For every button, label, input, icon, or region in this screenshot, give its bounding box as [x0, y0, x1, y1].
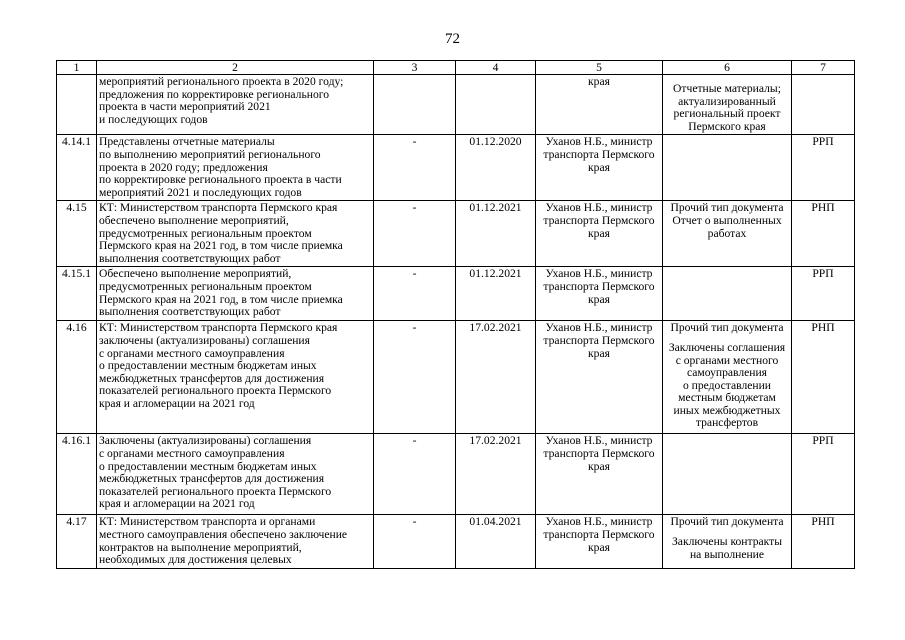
description-line: мероприятий 2021 и последующих годов	[99, 185, 302, 199]
document-line: на выполнение	[689, 547, 765, 561]
description-line: КТ: Министерством транспорта Пермского края	[99, 321, 338, 335]
responsible-line: Уханов Н.Б., министр	[545, 135, 653, 149]
responsible-line: Уханов Н.Б., министр	[545, 201, 653, 215]
cell-col3: -	[374, 434, 456, 515]
description-line: необходимых для достижения целевых	[99, 553, 292, 567]
cell-col3: -	[374, 135, 456, 201]
cell-responsible	[536, 321, 663, 434]
cell-number: 4.16.1	[57, 434, 97, 515]
table-row	[57, 434, 855, 515]
document-line: Отчетные материалы;	[673, 82, 781, 95]
cell-document	[663, 515, 792, 568]
document-line: Пермского края	[688, 119, 766, 133]
description-line: предусмотренных региональным проектом	[99, 226, 312, 240]
cell-number: 4.14.1	[57, 135, 97, 201]
cell-type: РРП	[792, 434, 855, 515]
header-cell: 1	[57, 61, 97, 75]
description-line: о предоставлении местным бюджетам иных	[99, 459, 317, 473]
responsible-line: Уханов Н.Б., министр	[545, 434, 653, 448]
document-line: местным бюджетам	[678, 391, 776, 405]
responsible-line: края	[588, 292, 610, 306]
description-line: заключены (актуализированы) соглашения	[99, 333, 310, 347]
cell-responsible	[536, 75, 663, 135]
responsible-line: транспорта Пермского	[543, 147, 655, 161]
header-cell: 5	[536, 61, 663, 75]
cell-number: 4.16	[57, 321, 97, 434]
description-line: Заключены (актуализированы) соглашения	[99, 434, 312, 448]
description-line: выполнения соответствующих работ	[99, 251, 281, 265]
responsible-line: края	[588, 75, 610, 88]
document-line: иных межбюджетных	[673, 403, 781, 417]
header-cell: 6	[663, 61, 792, 75]
cell-document	[663, 267, 792, 321]
header-row	[57, 61, 855, 75]
cell-description	[97, 135, 374, 201]
responsible-line: Уханов Н.Б., министр	[545, 267, 653, 281]
description-line: межбюджетных трансфертов для достижения	[99, 472, 325, 486]
description-line: КТ: Министерством транспорта Пермского края	[99, 201, 338, 215]
cell-description	[97, 515, 374, 568]
cell-date	[456, 75, 536, 135]
responsible-line: края	[588, 346, 610, 360]
cell-date: 01.04.2021	[456, 515, 536, 568]
table-row	[57, 201, 855, 267]
description-line: показателей регионального проекта Пермского	[99, 484, 332, 498]
document-type-line: Прочий тип документа	[670, 321, 784, 335]
document-line: о предоставлении	[682, 378, 772, 392]
description-line: Пермского края на 2021 год, в том числе приемка	[99, 292, 343, 306]
responsible-line: транспорта Пермского	[543, 527, 655, 541]
document-line: Заключены соглашения	[668, 340, 786, 354]
header-cell: 2	[97, 61, 374, 75]
description-line: с органами местного самоуправления	[99, 446, 285, 460]
document-line: трансфертов	[695, 416, 759, 430]
cell-description	[97, 75, 374, 135]
cell-type: РРП	[792, 135, 855, 201]
responsible-line: транспорта Пермского	[543, 213, 655, 227]
cell-responsible	[536, 434, 663, 515]
cell-col3: -	[374, 321, 456, 434]
description-line: по выполнению мероприятий регионального	[99, 147, 321, 161]
responsible-line: транспорта Пермского	[543, 279, 655, 293]
cell-responsible	[536, 201, 663, 267]
table-row	[57, 515, 855, 568]
header-cell: 7	[792, 61, 855, 75]
header-cell: 4	[456, 61, 536, 75]
cell-document	[663, 321, 792, 434]
description-line: Пермского края на 2021 год, в том числе приемка	[99, 239, 343, 253]
cell-col3: -	[374, 267, 456, 321]
table-row	[57, 267, 855, 321]
document-line: Отчет о выполненных	[672, 213, 782, 227]
cell-date: 01.12.2020	[456, 135, 536, 201]
plan-table	[56, 60, 855, 569]
description-line: проекта в части мероприятий 2021	[99, 100, 271, 114]
table-row	[57, 135, 855, 201]
description-line: обеспечено выполнение мероприятий,	[99, 213, 289, 227]
document-type-line: Прочий тип документа	[670, 515, 784, 529]
page-number: 72	[445, 31, 460, 47]
responsible-line: транспорта Пермского	[543, 446, 655, 460]
responsible-line: Уханов Н.Б., министр	[545, 321, 653, 335]
document-line: работах	[707, 226, 747, 240]
description-line: предусмотренных региональным проектом	[99, 279, 312, 293]
table-row	[57, 75, 855, 135]
description-line: Представлены отчетные материалы	[99, 135, 275, 149]
document-line: самоуправления	[686, 366, 768, 380]
description-line: Обеспечено выполнение мероприятий,	[99, 267, 292, 281]
cell-document	[663, 434, 792, 515]
cell-document	[663, 201, 792, 267]
cell-description	[97, 267, 374, 321]
cell-date: 01.12.2021	[456, 267, 536, 321]
responsible-line: края	[588, 459, 610, 473]
document-line: региональный проект	[673, 107, 781, 121]
cell-date: 17.02.2021	[456, 434, 536, 515]
description-line: края и агломерации на 2021 год	[99, 396, 255, 410]
description-line: с органами местного самоуправления	[99, 346, 285, 360]
description-line: мероприятий регионального проекта в 2020 году;	[99, 75, 344, 88]
table-row	[57, 321, 855, 434]
document-type-line: Прочий тип документа	[670, 201, 784, 215]
description-line: контрактов на выполнение мероприятий,	[99, 540, 302, 554]
cell-description	[97, 201, 374, 267]
cell-type	[792, 75, 855, 135]
cell-responsible	[536, 267, 663, 321]
description-line: местного самоуправления обеспечено заключение	[99, 527, 348, 541]
cell-responsible	[536, 135, 663, 201]
description-line: предложения по корректировке регионального	[99, 87, 330, 101]
cell-number: 4.17	[57, 515, 97, 568]
description-line: КТ: Министерством транспорта и органами	[99, 515, 316, 529]
cell-type: РНП	[792, 515, 855, 568]
cell-document	[663, 135, 792, 201]
cell-description	[97, 321, 374, 434]
cell-number	[57, 75, 97, 135]
cell-type: РНП	[792, 321, 855, 434]
cell-document	[663, 75, 792, 135]
document-line: Заключены контракты	[672, 534, 782, 548]
responsible-line: края	[588, 160, 610, 174]
responsible-line: края	[588, 226, 610, 240]
cell-number: 4.15	[57, 201, 97, 267]
header-cell: 3	[374, 61, 456, 75]
cell-description	[97, 434, 374, 515]
description-line: показателей регионального проекта Пермского	[99, 384, 332, 398]
cell-col3: -	[374, 201, 456, 267]
responsible-line: края	[588, 540, 610, 554]
cell-date: 01.12.2021	[456, 201, 536, 267]
responsible-line: транспорта Пермского	[543, 333, 655, 347]
description-line: по корректировке регионального проекта в части	[99, 173, 342, 187]
cell-type: РРП	[792, 267, 855, 321]
document-line: актуализированный	[678, 94, 776, 108]
description-line: межбюджетных трансфертов для достижения	[99, 371, 325, 385]
cell-number: 4.15.1	[57, 267, 97, 321]
document-line: с органами местного	[675, 353, 779, 367]
description-line: проекта в 2020 году; предложения	[99, 160, 268, 174]
responsible-line: Уханов Н.Б., министр	[545, 515, 653, 529]
cell-date: 17.02.2021	[456, 321, 536, 434]
description-line: и последующих годов	[99, 112, 208, 126]
description-line: края и агломерации на 2021 год	[99, 497, 255, 511]
description-line: выполнения соответствующих работ	[99, 305, 281, 319]
cell-col3	[374, 75, 456, 135]
description-line: о предоставлении местным бюджетам иных	[99, 359, 317, 373]
cell-col3: -	[374, 515, 456, 568]
cell-type: РНП	[792, 201, 855, 267]
cell-responsible	[536, 515, 663, 568]
